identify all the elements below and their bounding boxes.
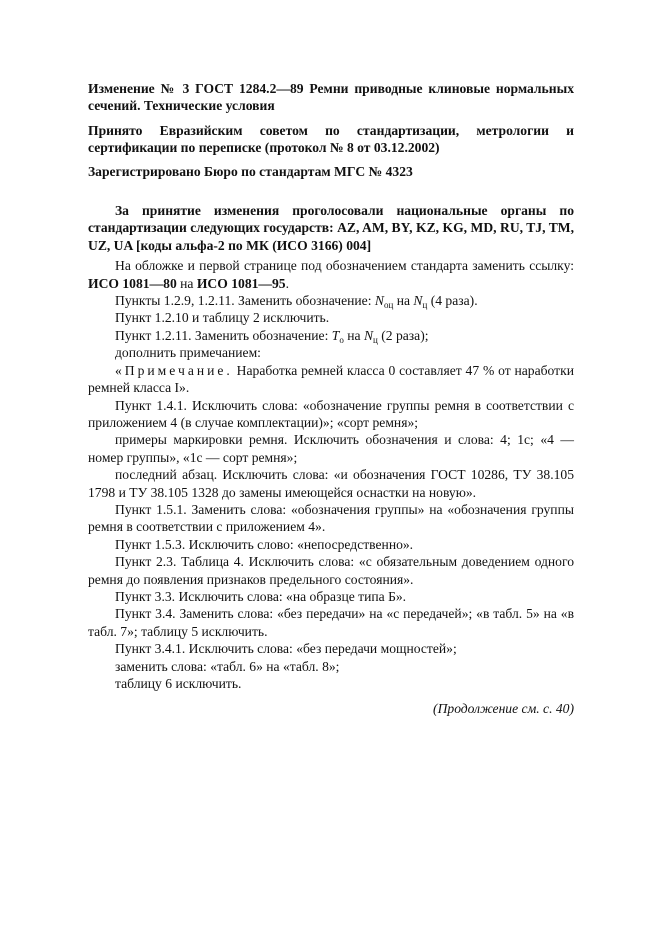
paragraph-3-4-1: Пункт 3.4.1. Исключить слова: «без передачи мощностей»; [115,641,457,657]
paragraph-1-4-1-examples: примеры маркировки ремня. Исключить обозначения и слова: 4; 1с; «4 — номер группы», «1с — сорт ремня»; [88,432,574,465]
paragraph-3-4-1-table: таблицу 6 исключить. [115,676,242,691]
old-reference: ИСО 1081—80 [88,275,177,291]
paragraph-1-2-9: Пункты 1.2.9, 1.2.11. Заменить обозначение: $N_{оц}$ на $N_ц$ (4 раза). [115,293,478,311]
paragraph-1-5-1: Пункт 1.5.1. Заменить слова: «обозначения группы» на «обозначения группы ремня в соответствии с приложением 4». [88,501,574,535]
new-reference: ИСО 1081—95 [196,275,286,291]
paragraph-1-2-11: Пункт 1.2.11. Заменить обозначение: $T_о$ на $N_ц$ (2 раза); [115,327,429,345]
paragraph-1-4-1: Пункт 1.4.1. Исключить слова: «обозначение группы ремня в соответствии с приложением 4 (в случае комплектации)»; «сорт ремня»; [88,397,574,430]
paragraph-1-2-11-add: дополнить примечанием: [115,345,261,361]
continuation-note: (Продолжение см. с. 40) [433,701,574,717]
paragraph-1-5-3: Пункт 1.5.3. Исключить слово: «непосредственно». [115,536,414,552]
registration-line: Зарегистрировано Бюро по стандартам МГС № 4323 [88,163,413,179]
paragraph-3-3: Пункт 3.3. Исключить слова: «на образце типа Б». [115,588,407,604]
amendment-title: Изменение № 3 ГОСТ 1284.2—89 Ремни приводные клиновые нормальных сечений. Технические условия [88,81,574,114]
paragraph-1-2-10: Пункт 1.2.10 и таблицу 2 исключить. [115,310,330,326]
note-paragraph: «Примечание. Наработка ремней класса 0 составляет 47 % от наработки ремней класса I». [88,362,574,396]
voting-countries: За принятие изменения проголосовали национальные органы по стандартизации следующих государств: AZ, AM, BY, KZ, KG, MD, RU, TJ, TM, UZ, UA [коды альфа-2 по МК (ИСО 3166) 004] [88,203,574,253]
document-page [88,80,574,718]
paragraph-cover: На обложке и первой странице под обозначением стандарта заменить ссылку: ИСО 1081—80 на ИСО 1081—95. [88,258,574,291]
adopted-statement: Принято Евразийским советом по стандартизации, метрологии и сертификации по переписке (протокол № 8 от 03.12.2002) [88,122,574,156]
paragraph-1-4-1-last: последний абзац. Исключить слова: «и обозначения ГОСТ 10286, ТУ 38.105 1798 и ТУ 38.105 1328 до замены имеющейся оснастки на новую». [88,467,574,500]
paragraph-3-4-1-replace: заменить слова: «табл. 6» на «табл. 8»; [115,658,340,674]
paragraph-2-3: Пункт 2.3. Таблица 4. Исключить слова: «с обязательным доведением одного ремня до появления признаков предельного состояния». [88,554,574,587]
paragraph-3-4: Пункт 3.4. Заменить слова: «без передачи» на «с передачей»; «в табл. 5» на «в табл. 7»; таблицу 5 исключить. [88,606,574,639]
note-label: «Примечание. [115,362,233,378]
